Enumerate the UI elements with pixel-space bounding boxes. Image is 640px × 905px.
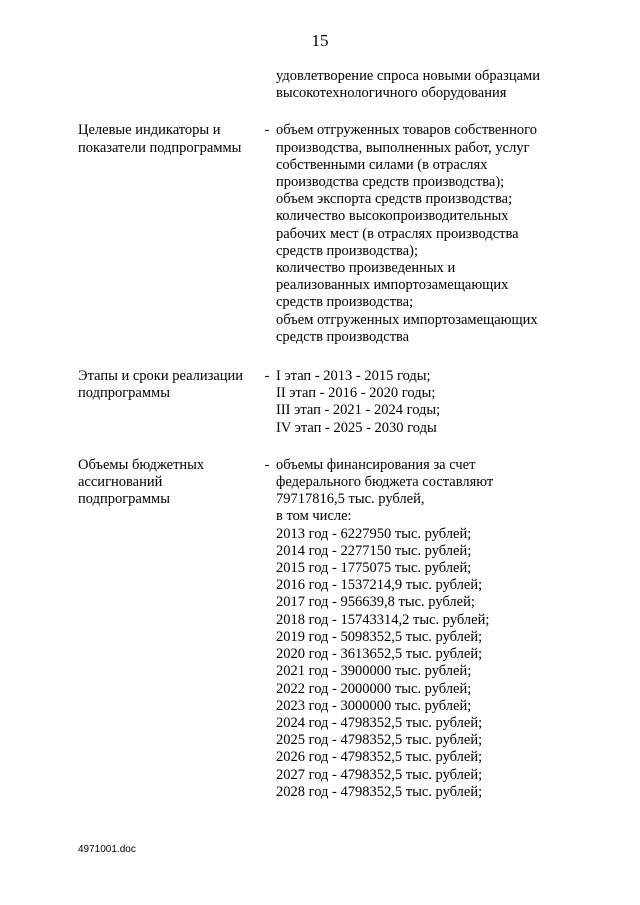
value-line: производства, выполненных работ, услуг bbox=[276, 139, 530, 156]
value-line: 2019 год - 5098352,5 тыс. рублей; bbox=[276, 628, 483, 645]
row-dash: - bbox=[264, 122, 270, 139]
row-label bbox=[78, 122, 253, 156]
value-line: количество произведенных и bbox=[276, 260, 456, 277]
value-line: 2015 год - 1775075 тыс. рублей; bbox=[276, 560, 472, 577]
row-value bbox=[276, 68, 578, 102]
row-value bbox=[276, 368, 578, 437]
value-line: 2025 год - 4798352,5 тыс. рублей; bbox=[276, 732, 483, 749]
value-line: реализованных импортозамещающих bbox=[276, 277, 509, 294]
value-line: I этап - 2013 - 2015 годы; bbox=[276, 368, 431, 385]
value-line: средств производства; bbox=[276, 294, 414, 311]
value-line: собственными силами (в отраслях bbox=[276, 156, 488, 173]
value-line: высокотехнологичного оборудования bbox=[276, 85, 507, 102]
value-line: 2024 год - 4798352,5 тыс. рублей; bbox=[276, 714, 483, 731]
label-line: Целевые индикаторы и bbox=[78, 122, 221, 139]
value-line: 2018 год - 15743314,2 тыс. рублей; bbox=[276, 611, 490, 628]
value-line: 2027 год - 4798352,5 тыс. рублей; bbox=[276, 766, 483, 783]
row-value bbox=[276, 122, 578, 346]
passport-row-budget bbox=[78, 457, 578, 801]
label-line: Объемы бюджетных bbox=[78, 456, 205, 473]
value-line: 2028 год - 4798352,5 тыс. рублей; bbox=[276, 783, 483, 800]
value-line: 2022 год - 2000000 тыс. рублей; bbox=[276, 680, 472, 697]
document-filename: 4971001.doc bbox=[78, 844, 136, 855]
value-line: 2013 год - 6227950 тыс. рублей; bbox=[276, 525, 472, 542]
value-line: IV этап - 2025 - 2030 годы bbox=[276, 419, 437, 436]
value-line: 2021 год - 3900000 тыс. рублей; bbox=[276, 663, 472, 680]
value-line: 2023 год - 3000000 тыс. рублей; bbox=[276, 697, 472, 714]
label-line: подпрограммы bbox=[78, 385, 170, 402]
value-line: в том числе: bbox=[276, 508, 352, 525]
value-line: объем экспорта средств производства; bbox=[276, 191, 513, 208]
row-label bbox=[78, 457, 253, 509]
value-line: объем отгруженных товаров собственного bbox=[276, 122, 537, 139]
label-line: ассигнований bbox=[78, 474, 163, 491]
value-line: удовлетворение спроса новыми образцами bbox=[276, 68, 540, 84]
passport-row-stages bbox=[78, 368, 578, 437]
passport-row-continuation bbox=[78, 68, 578, 102]
value-line: 2020 год - 3613652,5 тыс. рублей; bbox=[276, 646, 483, 663]
value-line: средств производства bbox=[276, 328, 410, 345]
value-line: объемы финансирования за счет bbox=[276, 456, 476, 473]
value-line: 2026 год - 4798352,5 тыс. рублей; bbox=[276, 749, 483, 766]
row-label bbox=[78, 368, 253, 402]
value-line: производства средств производства); bbox=[276, 174, 505, 191]
value-line: объем отгруженных импортозамещающих bbox=[276, 311, 538, 328]
value-line: II этап - 2016 - 2020 годы; bbox=[276, 385, 436, 402]
value-line: 2014 год - 2277150 тыс. рублей; bbox=[276, 542, 472, 559]
subprogram-passport bbox=[78, 68, 578, 801]
passport-row-target-indicators bbox=[78, 122, 578, 346]
label-line: Этапы и сроки реализации bbox=[78, 368, 244, 385]
row-dash: - bbox=[264, 456, 270, 473]
label-line: показатели подпрограммы bbox=[78, 139, 242, 156]
value-line: рабочих мест (в отраслях производства bbox=[276, 225, 519, 242]
value-line: 2017 год - 956639,8 тыс. рублей; bbox=[276, 594, 475, 611]
value-line: III этап - 2021 - 2024 годы; bbox=[276, 402, 441, 419]
value-line: 79717816,5 тыс. рублей, bbox=[276, 491, 425, 508]
value-line: средств производства); bbox=[276, 242, 418, 259]
value-line: 2016 год - 1537214,9 тыс. рублей; bbox=[276, 577, 483, 594]
page-number: 15 bbox=[311, 31, 329, 50]
row-dash: - bbox=[264, 368, 270, 385]
label-line: подпрограммы bbox=[78, 491, 170, 508]
value-line: количество высокопроизводительных bbox=[276, 208, 509, 225]
value-line: федерального бюджета составляют bbox=[276, 474, 494, 491]
row-value bbox=[276, 457, 578, 801]
